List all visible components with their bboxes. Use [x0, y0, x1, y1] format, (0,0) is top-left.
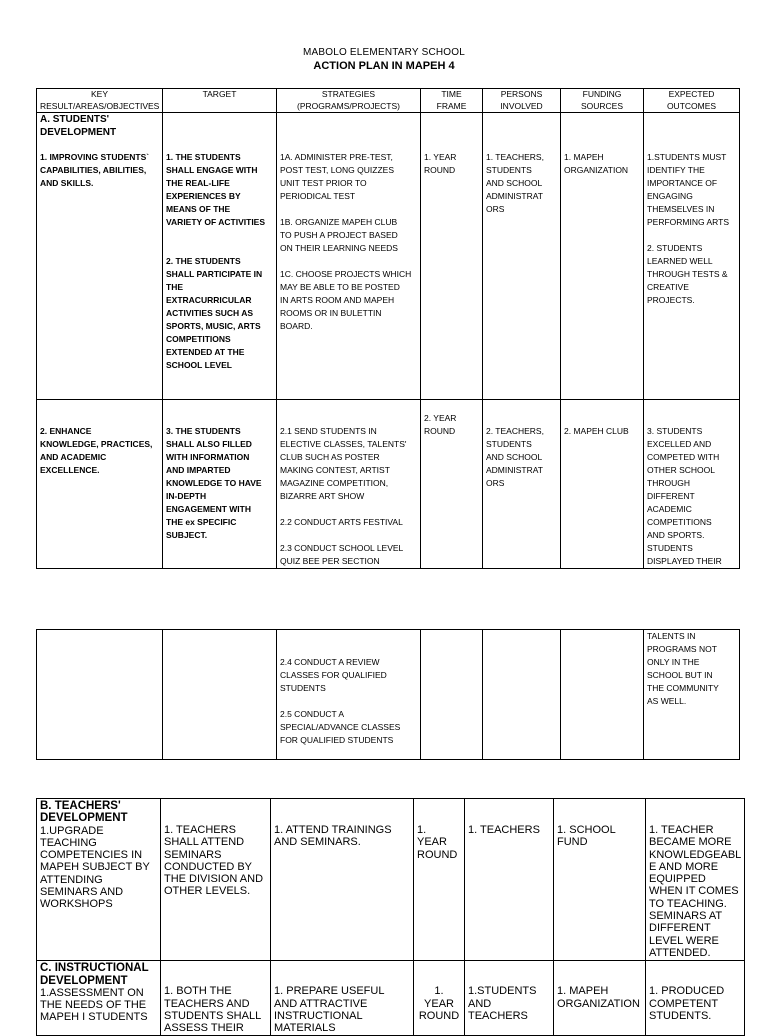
table-row: [37, 630, 740, 760]
funding-cell: [561, 113, 644, 400]
target-text-3: 3. THE STUDENTS SHALL ALSO FILLED WITH INFORMATION AND IMPARTED KNOWLEDGE TO HAVE IN-DEPTH ENGAGEMENT WITH THE ex SPECIFIC SUBJECT.: [166, 426, 262, 540]
target-cell: [161, 961, 271, 1036]
time-frame-text: 1. YEAR ROUND: [418, 985, 460, 1022]
outcome-text-3: 3. STUDENTS EXCELLED AND COMPETED WITH OTHER SCHOOL THROUGH DIFFERENT ACADEMIC COMPETITIONS AND SPORTS. STUDENTS DISPLAYED THEIR: [647, 426, 722, 566]
time-frame-text: 2. YEAR ROUND: [424, 413, 457, 436]
time-frame-cell: [421, 400, 483, 569]
action-plan-table-2: [36, 629, 740, 760]
strategy-cell: [271, 961, 414, 1036]
table-row: [37, 400, 740, 569]
target-text: 1. TEACHERS SHALL ATTEND SEMINARS CONDUCTED BY THE DIVISION AND OTHER LEVELS.: [164, 824, 264, 898]
outcome-cell: [646, 799, 745, 961]
time-frame-text: 1. YEAR ROUND: [424, 152, 457, 175]
outcome-text: 1. TEACHER BECAME MORE KNOWLEDGEABL E AND MORE EQUIPPED WHEN IT COMES TO TEACHING. SEMINARS AT DIFFERENT LEVEL WERE ATTENDED.: [649, 824, 742, 959]
strategy-text-2-3: 2.3 CONDUCT SCHOOL LEVEL QUIZ BEE PER SECTION: [280, 543, 404, 566]
time-frame-cell: [414, 799, 465, 961]
outcome-text-continued: TALENTS IN PROGRAMS NOT ONLY IN THE SCHOOL BUT IN THE COMMUNITY AS WELL.: [647, 631, 719, 706]
strategy-text-2-2: 2.2 CONDUCT ARTS FESTIVAL: [280, 517, 403, 527]
column-header-funding-sources: FUNDING SOURCES: [561, 89, 644, 113]
target-cell: [163, 630, 277, 760]
persons-text: 1.STUDENTS AND TEACHERS: [468, 985, 537, 1022]
column-header-strategies: STRATEGIES (PROGRAMS/PROJECTS): [277, 89, 421, 113]
column-header-persons-involved: PERSONS INVOLVED: [483, 89, 561, 113]
persons-text: 1. TEACHERS, STUDENTS AND SCHOOL ADMINISTRAT ORS: [486, 152, 544, 214]
persons-cell: [483, 630, 561, 760]
outcome-cell: [644, 113, 740, 400]
strategy-text-2-5: 2.5 CONDUCT A SPECIAL/ADVANCE CLASSES FOR QUALIFIED STUDENTS: [280, 709, 401, 745]
funding-text: 1. MAPEH ORGANIZATION: [557, 985, 640, 1010]
persons-cell: [465, 961, 554, 1036]
strategy-cell: [271, 799, 414, 961]
target-text-2: 2. THE STUDENTS SHALL PARTICIPATE IN THE EXTRACURRICULAR ACTIVITIES SUCH AS SPORTS, MUSIC, ARTS COMPETITIONS EXTENDED AT THE SCHOOL LEVEL: [166, 256, 263, 370]
strategy-text: 1. ATTEND TRAININGS AND SEMINARS.: [274, 824, 392, 849]
outcome-text-2: 2. STUDENTS LEARNED WELL THROUGH TESTS & CREATIVE PROJECTS.: [647, 243, 728, 305]
strategy-text-1b: 1B. ORGANIZE MAPEH CLUB TO PUSH A PROJECT BASED ON THEIR LEARNING NEEDS: [280, 217, 398, 253]
table-row: [37, 799, 745, 961]
outcome-cell: [646, 961, 745, 1036]
objective-text: 1.ASSESSMENT ON THE NEEDS OF THE MAPEH I STUDENTS: [40, 986, 148, 1024]
funding-cell: [561, 630, 644, 760]
objective-cell: [37, 113, 163, 400]
objective-cell: [37, 400, 163, 569]
column-header-expected-outcomes: EXPECTED OUTCOMES: [644, 89, 740, 113]
persons-cell: [483, 400, 561, 569]
funding-cell: [561, 400, 644, 569]
column-header-target: TARGET: [163, 89, 277, 113]
section-heading-students: A. STUDENTS' DEVELOPMENT: [40, 114, 117, 138]
strategy-cell: [277, 400, 421, 569]
action-plan-table-1: [36, 88, 740, 569]
objective-text: 1.UPGRADE TEACHING COMPETENCIES IN MAPEH SUBJECT BY ATTENDING SEMINARS AND WORKSHOPS: [40, 824, 150, 911]
school-name: MABOLO ELEMENTARY SCHOOL: [302, 47, 466, 58]
objective-text: 2. ENHANCE KNOWLEDGE, PRACTICES, AND ACADEMIC EXCELLENCE.: [40, 426, 153, 475]
strategy-text-2-4: 2.4 CONDUCT A REVIEW CLASSES FOR QUALIFIED STUDENTS: [280, 657, 387, 693]
funding-cell: [554, 799, 646, 961]
funding-text: 2. MAPEH CLUB: [564, 426, 629, 436]
funding-cell: [554, 961, 646, 1036]
objective-cell: [37, 961, 161, 1036]
time-frame-cell: [421, 630, 483, 760]
outcome-text: 1. PRODUCED COMPETENT STUDENTS.: [649, 985, 725, 1022]
objective-text: 1. IMPROVING STUDENTS` CAPABILITIES, ABILITIES, AND SKILLS.: [40, 152, 150, 188]
target-text-1: 1. THE STUDENTS SHALL ENGAGE WITH THE REAL-LIFE EXPERIENCES BY MEANS OF THE VARIETY OF ACTIVITIES: [166, 152, 266, 227]
table-row: [37, 961, 745, 1036]
persons-cell: [465, 799, 554, 961]
strategy-text: 1. PREPARE USEFUL AND ATTRACTIVE INSTRUCTIONAL MATERIALS: [274, 985, 385, 1035]
strategy-cell: [277, 113, 421, 400]
column-header-time-frame: TIME FRAME: [421, 89, 483, 113]
strategy-text-1c: 1C. CHOOSE PROJECTS WHICH MAY BE ABLE TO BE POSTED IN ARTS ROOM AND MAPEH ROOMS OR IN BULETTIN BOARD.: [280, 269, 412, 331]
time-frame-cell: [421, 113, 483, 400]
table-row: [37, 113, 740, 400]
funding-text: 1. MAPEH ORGANIZATION: [564, 152, 629, 175]
time-frame-cell: [414, 961, 465, 1036]
objective-cell: [37, 630, 163, 760]
objective-cell: [37, 799, 161, 961]
strategy-cell: [277, 630, 421, 760]
document-title: ACTION PLAN IN MAPEH 4: [313, 60, 455, 72]
funding-text: 1. SCHOOL FUND: [557, 824, 616, 849]
table-header-row: [37, 89, 740, 113]
strategy-text-1a: 1A. ADMINISTER PRE-TEST, POST TEST, LONG QUIZZES UNIT TEST PRIOR TO PERIODICAL TEST: [280, 152, 394, 201]
persons-cell: [483, 113, 561, 400]
strategy-text-2-1: 2.1 SEND STUDENTS IN ELECTIVE CLASSES, TALENTS' CLUB SUCH AS POSTER MAKING CONTEST, ARTIST MAGAZINE COMPETITION, BIZARRE ART SHOW: [280, 426, 407, 501]
target-cell: [163, 113, 277, 400]
target-cell: [161, 799, 271, 961]
outcome-text-1: 1.STUDENTS MUST IDENTIFY THE IMPORTANCE OF ENGAGING THEMSELVES IN PERFORMING ARTS: [647, 152, 730, 227]
action-plan-table-3: [36, 798, 745, 1036]
outcome-cell: [644, 400, 740, 569]
section-heading-instructional: C. INSTRUCTIONAL DEVELOPMENT: [40, 962, 149, 987]
column-header-key-result: KEY RESULT/AREAS/OBJECTIVES: [37, 89, 163, 113]
persons-text: 1. TEACHERS: [468, 824, 540, 836]
target-text: 1. BOTH THE TEACHERS AND STUDENTS SHALL ASSESS THEIR: [164, 985, 262, 1035]
target-cell: [163, 400, 277, 569]
persons-text: 2. TEACHERS, STUDENTS AND SCHOOL ADMINISTRAT ORS: [486, 426, 544, 488]
section-heading-teachers: B. TEACHERS' DEVELOPMENT: [40, 800, 128, 825]
time-frame-text: 1. YEAR ROUND: [417, 824, 458, 861]
outcome-cell: [644, 630, 740, 760]
